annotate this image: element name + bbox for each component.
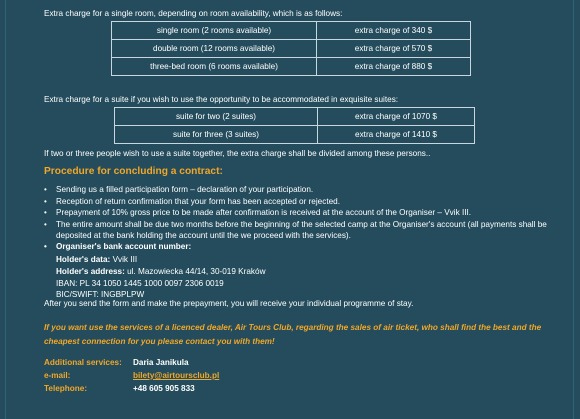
holder-data-value: Vvik III: [112, 255, 138, 264]
suite-sharing-note: If two or three people wish to use a suite together, the extra charge shall be divided among these persons..: [44, 149, 431, 158]
procedure-list: [44, 184, 576, 253]
charge-cell: extra charge of 340 $: [317, 22, 471, 40]
bic-swift: BIC/SWIFT: INGBPLPW: [56, 290, 145, 299]
room-cell: single room (2 rooms available): [112, 22, 317, 40]
charge-cell: extra charge of 1070 $: [318, 108, 475, 126]
left-divider: [5, 0, 6, 419]
table-row: [115, 108, 475, 126]
list-item: • Organiser's bank account number:: [56, 241, 576, 252]
suite-charges-intro: Extra charge for a suite if you wish to use the opportunity to be accommodated in exquisite suites:: [44, 95, 399, 104]
table-row: [112, 40, 471, 58]
email-link-wrap: [133, 371, 219, 381]
telephone-value: +48 605 905 833: [133, 384, 195, 393]
after-prepayment-note: After you send the form and make the prepayment, you will receive your individual programme of stay.: [44, 299, 414, 308]
list-item: • The entire amount shall be due two months before the beginning of the selected camp at the Organiser's account (all payments shall be deposited at the bank holding the account until the we proceed with the services).: [56, 219, 576, 241]
email-link[interactable]: bilety@airtoursclub.pl: [133, 371, 220, 380]
holder-address: [56, 266, 265, 277]
additional-services-value: Daria Janikula: [133, 358, 189, 367]
holder-address-label: Holder's address:: [56, 267, 125, 276]
list-item: • Prepayment of 10% gross price to be made after confirmation is received at the account of the Organiser – Vvik III.: [56, 207, 576, 218]
iban: IBAN: PL 34 1050 1445 1000 0097 2306 0019: [56, 279, 224, 288]
table-row: [112, 22, 471, 40]
dealer-note: If you want use the services of a licenced dealer, Air Tours Club, regarding the sales of air ticket, who shall find the best and the cheapest connection for you please contact you with them!: [44, 323, 542, 346]
room-cell: double room (12 rooms available): [112, 40, 317, 58]
room-cell: three-bed room (6 rooms available): [112, 58, 317, 76]
additional-services-label: Additional services:: [44, 358, 122, 367]
suite-charges-table: [114, 107, 475, 144]
charge-cell: extra charge of 1410 $: [318, 126, 475, 144]
holder-address-value: ul. Mazowiecka 44/14, 30-019 Kraków: [127, 267, 266, 276]
email-label: e-mail:: [44, 371, 71, 380]
table-row: [112, 58, 471, 76]
holder-data-label: Holder's data:: [56, 255, 111, 264]
room-charges-intro: Extra charge for a single room, depending on room availability, which is as follows:: [44, 9, 343, 18]
list-item: • Sending us a filled participation form – declaration of your participation.: [56, 184, 576, 195]
charge-cell: extra charge of 570 $: [317, 40, 471, 58]
table-row: [115, 126, 475, 144]
list-item: • Reception of return confirmation that your form has been accepted or rejected.: [56, 196, 576, 207]
charge-cell: extra charge of 880 $: [317, 58, 471, 76]
telephone-label: Telephone:: [44, 384, 88, 393]
procedure-heading: Procedure for concluding a contract:: [44, 166, 223, 177]
holder-data: [56, 254, 137, 265]
room-charges-table: [111, 21, 471, 76]
room-cell: suite for two (2 suites): [115, 108, 318, 126]
room-cell: suite for three (3 suites): [115, 126, 318, 144]
